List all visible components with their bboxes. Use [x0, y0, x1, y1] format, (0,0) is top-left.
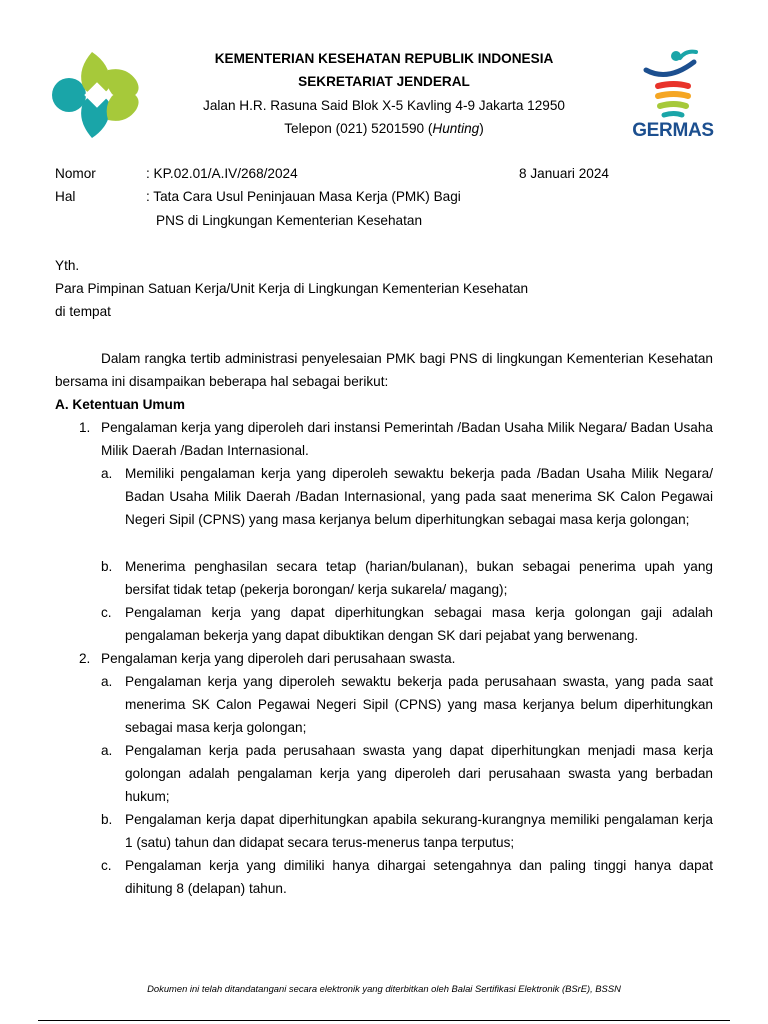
section-a-heading: A. Ketentuan Umum [55, 397, 185, 412]
item-1a-text: Memiliki pengalaman kerja yang diperoleh sewaktu bekerja pada /Badan Usaha Milik Negara/ Badan Usaha Milik Daerah /Badan Internasional, yang pada saat menerima SK Calon Pegawai Negeri Sipil (CPNS) yang masa kerjanya belum diperhitungkan sebagai masa kerja golongan; [125, 466, 713, 527]
ministry-name: KEMENTERIAN KESEHATAN REPUBLIK INDONESIA [214, 51, 554, 66]
hal-label: Hal [55, 189, 76, 204]
germas-figure-icon [628, 48, 718, 122]
item-2a2-text: Pengalaman kerja pada perusahaan swasta yang dapat diperhitungkan menjadi masa kerja golongan adalah pengalaman kerja yang diperoleh dari perusahaan swasta yang berbadan hukum; [125, 743, 713, 804]
nomor-value: : KP.02.01/A.IV/268/2024 [146, 166, 298, 181]
letter-date: 8 Januari 2024 [519, 166, 609, 181]
item-1c-letter: c. [101, 605, 112, 620]
item-1b-letter: b. [101, 559, 113, 574]
salutation-yth: Yth. [55, 258, 80, 273]
esign-footer-note: Dokumen ini telah ditandatangani secara elektronik yang diterbitkan oleh Balai Sertifikasi Elektronik (BSrE), BSSN [147, 983, 621, 994]
item-1-number: 1. [79, 420, 91, 435]
item-1a-letter: a. [101, 466, 113, 481]
item-1-text: Pengalaman kerja yang diperoleh dari instansi Pemerintah /Badan Usaha Milik Negara/ Badan Usaha Milik Daerah /Badan Internasional. [101, 420, 713, 458]
item-2-number: 2. [79, 651, 91, 666]
nomor-label: Nomor [55, 166, 96, 181]
item-1c-text: Pengalaman kerja yang dapat diperhitungkan sebagai masa kerja golongan gaji adalah pengalaman bekerja yang dapat dibuktikan dengan SK dari pejabat yang berwenang. [125, 605, 713, 643]
item-2c-text: Pengalaman kerja yang dimiliki hanya dihargai setengahnya dan paling tinggi hanya dapat dihitung 8 (delapan) tahun. [125, 858, 713, 896]
item-2a-text: Pengalaman kerja yang diperoleh sewaktu bekerja pada perusahaan swasta, yang pada saat menerima SK Calon Pegawai Negeri Sipil (CPNS) yang masa kerjanya belum diperhitungkan sebagai masa kerja golongan; [125, 674, 713, 735]
item-2c-letter: c. [101, 858, 112, 873]
hal-value-line2: PNS di Lingkungan Kementerian Kesehatan [156, 213, 423, 228]
phone-hunting: Hunting [432, 121, 480, 136]
item-2b-text: Pengalaman kerja dapat diperhitungkan apabila sekurang-kurangnya memiliki pengalaman kerja 1 (satu) tahun dan didapat secara terus-menerus tanpa terputus; [125, 812, 713, 850]
recipient-place: di tempat [55, 304, 111, 319]
item-2b-letter: b. [101, 812, 113, 827]
recipient-line: Para Pimpinan Satuan Kerja/Unit Kerja di Lingkungan Kementerian Kesehatan [55, 281, 529, 296]
item-2a-letter: a. [101, 674, 113, 689]
germas-label: GERMAS [632, 120, 714, 141]
hal-value-line1: : Tata Cara Usul Peninjauan Masa Kerja (PMK) Bagi [146, 189, 461, 204]
intro-paragraph: Dalam rangka tertib administrasi penyelesaian PMK bagi PNS di lingkungan Kementerian Kesehatan bersama ini disampaikan beberapa hal sebagai berikut: [55, 351, 713, 389]
kemenkes-logo-icon [52, 50, 142, 140]
footer-divider [38, 1020, 730, 1021]
item-1b-text: Menerima penghasilan secara tetap (harian/bulanan), bukan sebagai penerima upah yang bersifat tidak tetap (pekerja borongan/ kerja sukarela/ magang); [125, 559, 713, 597]
item-2-text: Pengalaman kerja yang diperoleh dari perusahaan swasta. [101, 651, 456, 666]
ministry-phone: Telepon (021) 5201590 (Hunting) [284, 121, 484, 136]
item-2a2-letter: a. [101, 743, 113, 758]
secretariat-name: SEKRETARIAT JENDERAL [298, 74, 470, 89]
germas-logo [628, 48, 718, 142]
ministry-address: Jalan H.R. Rasuna Said Blok X-5 Kavling 4-9 Jakarta 12950 [203, 98, 565, 113]
